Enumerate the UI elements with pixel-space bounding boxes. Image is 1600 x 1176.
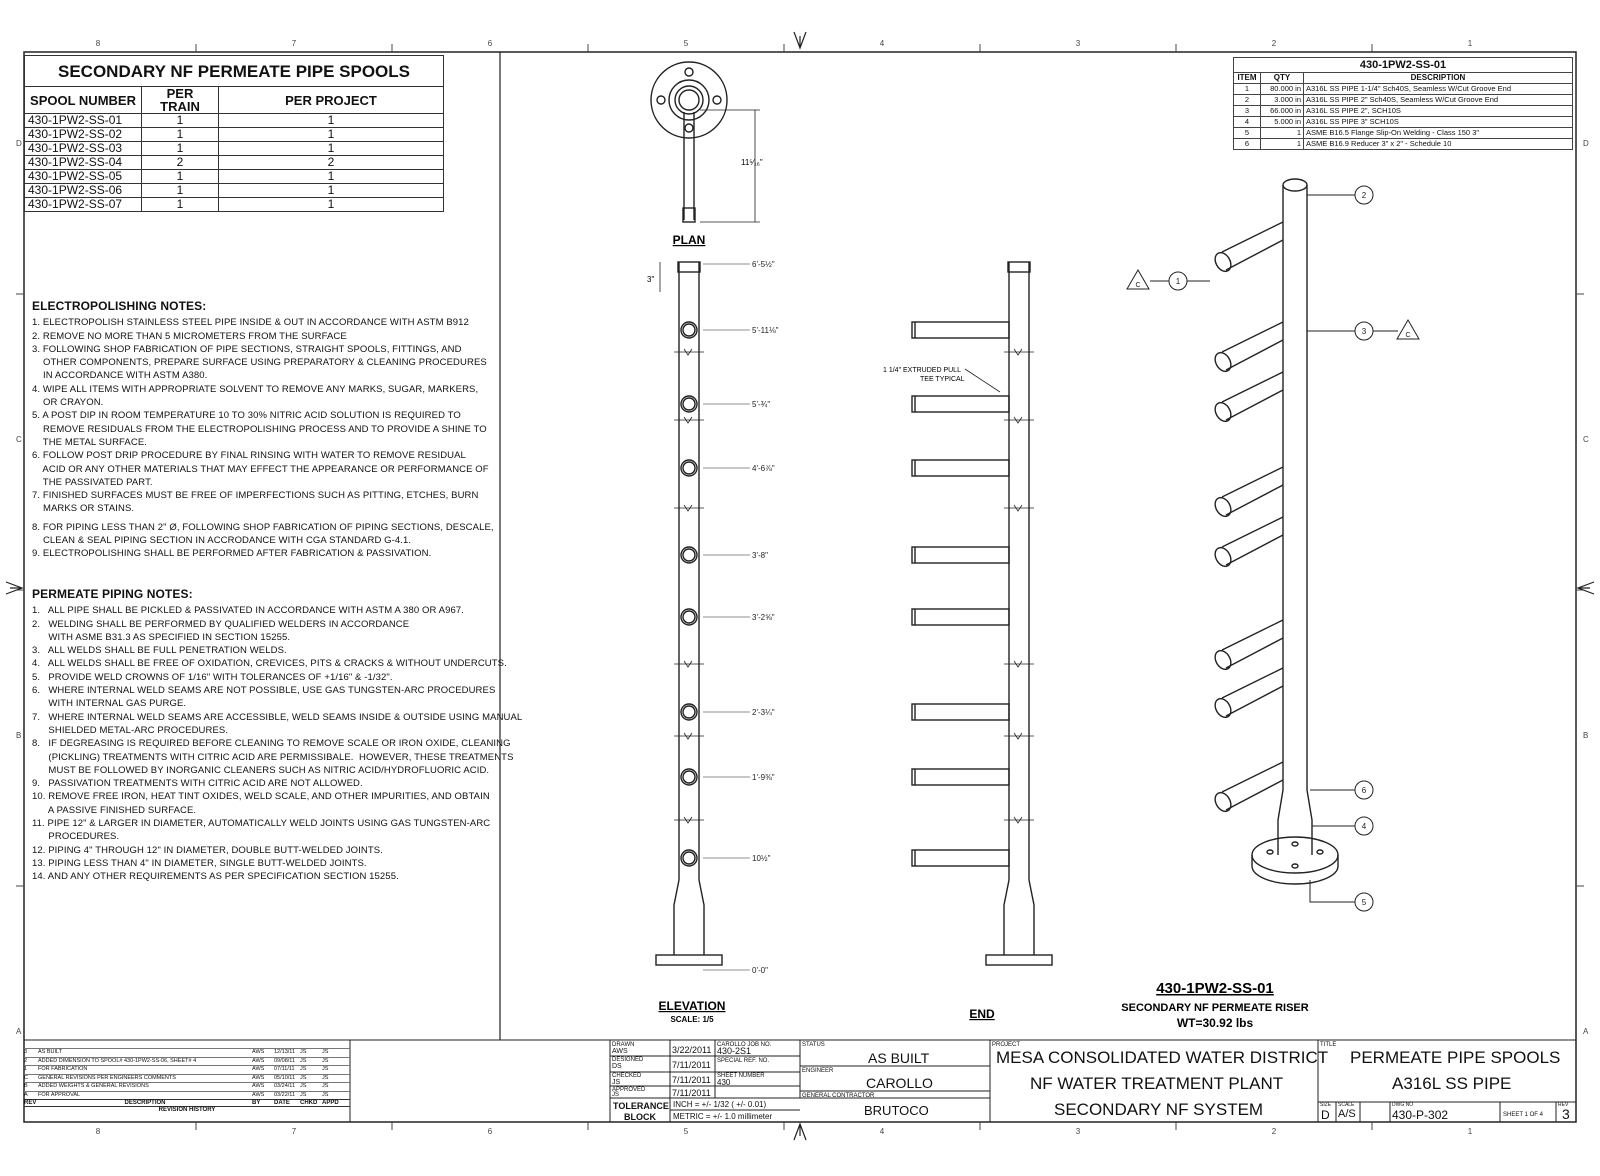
job-number: 430-2S1 [717, 1046, 752, 1056]
size-label: SIZE [1320, 1102, 1332, 1108]
note-line: 2. WELDING SHALL BE PERFORMED BY QUALIFIED WELDERS IN ACCORDANCE [32, 618, 410, 630]
spool-row [25, 128, 444, 142]
note-line: A PASSIVE FINISHED SURFACE. [32, 804, 197, 816]
designed-label: DESIGNED [612, 1057, 644, 1063]
note-line: CLEAN & SEAL PIPING SECTION IN ACCRODANCE WITH CGA STANDARD G-4.1. [32, 535, 412, 547]
revision-row [24, 1057, 350, 1066]
end-branch [912, 704, 1009, 720]
elevation-dim: 5'-¾" [752, 400, 771, 409]
revision-row [24, 1074, 350, 1083]
note-line: 3. ALL WELDS SHALL BE FULL PENETRATION WELDS. [32, 645, 287, 657]
per-project: 1 [219, 184, 444, 198]
rev-chkd: JS [300, 1074, 307, 1081]
engineer-label: ENGINEER [802, 1068, 834, 1074]
spool-table-title: SECONDARY NF PERMEATE PIPE SPOOLS [25, 56, 444, 87]
bom-row [1234, 106, 1573, 117]
border-col-label: 1 [1467, 39, 1473, 48]
bom-col-description: DESCRIPTION [1304, 73, 1573, 84]
revision-row [24, 1082, 350, 1091]
note-line: MARKS OR STAINS. [32, 503, 135, 515]
contractor-label: GENERAL CONTRACTOR [802, 1093, 875, 1099]
note-line: 1. ALL PIPE SHALL BE PICKLED & PASSIVATED IN ACCORDANCE WITH ASTM A 380 OR A967. [32, 605, 464, 617]
note-line: 13. PIPING LESS THAN 4" IN DIAMETER, SINGLE BUTT-WELDED JOINTS. [32, 857, 367, 869]
rev-by: AWS [252, 1057, 265, 1064]
callout-number: 4 [1361, 822, 1367, 831]
bom-item: 4 [1234, 117, 1261, 128]
callout-number: 5 [1361, 898, 1367, 907]
bom-description: A316L SS PIPE 3" SCH10S [1304, 117, 1573, 128]
per-project: 1 [219, 142, 444, 156]
rev-id: A [24, 1091, 28, 1098]
elevation-dim: 2'-3¼" [752, 708, 775, 717]
rev-chkd: JS [300, 1083, 307, 1089]
note-line: (PICKLING) TREATMENTS WITH CITRIC ACID ARE PERMISSIBALE. HOWEVER, THESE TREATMENTS [32, 751, 514, 763]
per-train: 1 [142, 114, 219, 128]
rev-by: AWS [252, 1083, 265, 1089]
elevation-view [656, 262, 750, 970]
plan-label: PLAN [672, 233, 706, 247]
end-branch [912, 609, 1009, 625]
note-leader [965, 369, 1000, 392]
project-line-3: SECONDARY NF SYSTEM [1054, 1100, 1264, 1119]
iso-branch-end [1212, 648, 1234, 672]
branch-hole-inner [683, 852, 695, 864]
plan-dim: 11⁵⁄₁₆" [741, 158, 763, 167]
elevation-dim: 0'-0" [752, 966, 768, 975]
note-line: 14. AND ANY OTHER REQUIREMENTS AS PER SPECIFICATION SECTION 15255. [32, 871, 399, 883]
revision-footer: REVISION HISTORY [24, 1106, 350, 1113]
note-line: 2. REMOVE NO MORE THAN 5 MICROMETERS FROM THE SURFACE [32, 330, 347, 342]
per-train: 1 [142, 170, 219, 184]
note-line: 3. FOLLOWING SHOP FABRICATION OF PIPE SECTIONS, STRAIGHT SPOOLS, FITTINGS, AND [32, 343, 462, 355]
elevation-dim: 4'-6⅞" [752, 464, 775, 473]
iso-branch-end [1212, 545, 1234, 569]
note-line: 8. IF DEGREASING IS REQUIRED BEFORE CLEANING TO REMOVE SCALE OR IRON OXIDE, CLEANING [32, 738, 511, 750]
rev-chkd: JS [300, 1066, 307, 1072]
bom-row [1234, 95, 1573, 106]
callout-number: 2 [1361, 191, 1367, 200]
rev-appd: JS [322, 1057, 329, 1064]
designed-by: DS [612, 1063, 622, 1070]
job-label: CAROLLO JOB NO. [717, 1042, 772, 1048]
rev-value: 3 [1562, 1106, 1570, 1122]
border-col-label: 5 [683, 39, 689, 48]
border-row-label: B [16, 731, 22, 740]
rev-date: 07/11/11 [274, 1066, 295, 1072]
note-line: THE PASSIVATED PART. [32, 476, 153, 488]
center-mark-bottom [794, 1124, 806, 1140]
branch-hole-inner [683, 611, 695, 623]
per-train: 2 [142, 156, 219, 170]
spool-number: 430-1PW2-SS-04 [25, 156, 142, 170]
checked-by: JS [612, 1079, 621, 1086]
status-value: AS BUILT [868, 1050, 930, 1066]
branch-hole-inner [683, 324, 695, 336]
approved-label: APPROVED [612, 1087, 646, 1093]
note-line: 1. ELECTROPOLISH STAINLESS STEEL PIPE INSIDE & OUT IN ACCORDANCE WITH ASTM B912 [32, 317, 469, 329]
elevation-scale: SCALE: 1/5 [670, 1015, 714, 1024]
col-spool-number: SPOOL NUMBER [25, 87, 142, 114]
rev-id: 3 [24, 1049, 28, 1055]
bom-title: 430-1PW2-SS-01 [1234, 58, 1573, 73]
spool-number: 430-1PW2-SS-06 [25, 184, 142, 198]
note-line: THE METAL SURFACE. [32, 436, 147, 448]
iso-branch-end [1212, 250, 1234, 274]
note-line: 5. A POST DIP IN ROOM TEMPERATURE 10 TO 30% NITRIC ACID SOLUTION IS REQUIRED TO [32, 410, 461, 422]
rev-id: C [24, 1074, 28, 1081]
tolerance-label-1: TOLERANCE [613, 1101, 669, 1111]
col-per-train: PER TRAIN [142, 87, 219, 114]
note-line: SHIELDED METAL-ARC PROCEDURES. [32, 724, 229, 736]
drawn-date: 3/22/2011 [672, 1045, 712, 1055]
bom-row [1234, 139, 1573, 150]
sheet-number-label: SHEET NUMBER [717, 1073, 765, 1079]
border-col-label: 8 [95, 1127, 101, 1136]
per-project: 2 [219, 156, 444, 170]
bom-description: A316L SS PIPE 2" Sch40S, Seamless W/Cut Groove End [1304, 95, 1573, 106]
iso-branch-end [1212, 495, 1234, 519]
extruded-note-1: 1 1/4" EXTRUDED PULL [883, 367, 961, 374]
border-col-label: 8 [95, 39, 101, 48]
designed-date: 7/11/2011 [672, 1060, 711, 1070]
sheet-of: SHEET 1 OF 4 [1503, 1112, 1543, 1118]
dwg-label: DWG NO [1392, 1102, 1414, 1108]
note-line: 6. WHERE INTERNAL WELD SEAMS ARE NOT POSSIBLE, USE GAS TUNGSTEN-ARC PROCEDURES [32, 685, 496, 697]
permeate-title: PERMEATE PIPING NOTES: [32, 587, 193, 601]
rev-chkd: JS [300, 1049, 307, 1055]
rev-col-date: DATE [274, 1100, 290, 1106]
spool-row [25, 170, 444, 184]
spool-row [25, 198, 444, 212]
end-branch [912, 850, 1009, 866]
border-col-label: 4 [879, 1127, 885, 1136]
spool-row [25, 156, 444, 170]
revision-row [24, 1065, 350, 1074]
rev-by: AWS [252, 1066, 265, 1072]
rev-description: FOR FABRICATION [38, 1066, 88, 1072]
weld-flag-letter: C [1135, 282, 1141, 289]
rev-id: 2 [24, 1057, 28, 1064]
rev-description: AS BUILT [38, 1049, 63, 1055]
iso-branch-end [1212, 400, 1234, 424]
bom-qty: 1 [1261, 139, 1304, 150]
note-line: 11. PIPE 12" & LARGER IN DIAMETER, AUTOMATICALLY WELD JOINTS USING GAS TUNGSTEN-ARC [32, 818, 491, 830]
spool-row [25, 142, 444, 156]
branch-hole-inner [683, 771, 695, 783]
per-train: 1 [142, 142, 219, 156]
note-line: IN ACCORDANCE WITH ASTM A380. [32, 370, 208, 382]
elevation-dim: 5'-11⅛" [752, 326, 779, 335]
bom-description: A316L SS PIPE 1-1/4" Sch40S, Seamless W/Cut Groove End [1304, 84, 1573, 95]
size-value: D [1321, 1108, 1330, 1122]
project-line-1: MESA CONSOLIDATED WATER DISTRICT [996, 1048, 1329, 1067]
rev-id: B [24, 1083, 28, 1089]
rev-by: AWS [252, 1091, 265, 1098]
project-label: PROJECT [992, 1042, 1021, 1048]
rev-label: REV [1558, 1102, 1569, 1108]
spool-number: 430-1PW2-SS-05 [25, 170, 142, 184]
bom-item: 6 [1234, 139, 1261, 150]
engineer-value: CAROLLO [866, 1075, 933, 1091]
bom-description: ASME B16.9 Reducer 3" x 2" - Schedule 10 [1304, 139, 1573, 150]
elevation-dim: 10½" [752, 854, 771, 863]
weld-flag-letter: C [1405, 332, 1411, 339]
spool-number: 430-1PW2-SS-03 [25, 142, 142, 156]
revision-row [24, 1091, 350, 1100]
border-col-label: 3 [1075, 39, 1081, 48]
rev-chkd: JS [300, 1091, 307, 1098]
note-line: OR CRAYON. [32, 397, 104, 409]
rev-col-desc: DESCRIPTION [124, 1100, 166, 1106]
border-row-label: C [1583, 435, 1589, 444]
rev-appd: JS [322, 1074, 329, 1081]
end-branch [912, 396, 1009, 412]
end-branch [912, 460, 1009, 476]
per-train: 1 [142, 198, 219, 212]
note-line: 6. FOLLOW POST DRIP PROCEDURE BY FINAL RINSING WITH WATER TO REMOVE RESIDUAL [32, 450, 466, 462]
note-line: 5. PROVIDE WELD CROWNS OF 1/16" WITH TOLERANCES OF +1/16" & -1/32". [32, 671, 393, 683]
checked-label: CHECKED [612, 1073, 642, 1079]
border-col-label: 3 [1075, 1127, 1081, 1136]
bom-row [1234, 128, 1573, 139]
sheet-border [24, 52, 1576, 1122]
extruded-note-2: TEE TYPICAL [920, 376, 965, 383]
electropolishing-title: ELECTROPOLISHING NOTES: [32, 299, 207, 313]
border-row-label: D [16, 139, 22, 148]
note-line: REMOVE RESIDUALS FROM THE ELECTROPOLISHING PROCESS AND TO PROVIDE A SHINE TO [32, 423, 487, 435]
rev-appd: JS [322, 1049, 329, 1055]
drawn-by: AWS [612, 1048, 628, 1055]
bom-row [1234, 117, 1573, 128]
tolerance-metric: METRIC = +/- 1.0 millimeter [673, 1112, 773, 1121]
note-line: WITH INTERNAL GAS PURGE. [32, 698, 187, 710]
branch-hole-inner [683, 549, 695, 561]
end-branch [912, 322, 1009, 338]
bom-description: ASME B16.5 Flange Slip-On Welding - Class 150 3" [1304, 128, 1573, 139]
special-ref-label: SPECIAL REF. NO. [717, 1058, 770, 1064]
bom-col-item: ITEM [1234, 73, 1261, 84]
border-row-label: D [1583, 139, 1589, 148]
per-train: 1 [142, 128, 219, 142]
note-line: 7. FINISHED SURFACES MUST BE FREE OF IMPERFECTIONS SUCH AS PITTING, ETCHES, BURN [32, 490, 479, 502]
drawn-label: DRAWN [612, 1042, 635, 1048]
bom-description: A316L SS PIPE 2", SCH10S [1304, 106, 1573, 117]
callout-number: 3 [1361, 327, 1367, 336]
per-project: 1 [219, 198, 444, 212]
scale-value: A/S [1338, 1108, 1356, 1120]
spool-number: 430-1PW2-SS-02 [25, 128, 142, 142]
bom-qty: 66.000 in [1261, 106, 1304, 117]
iso-title: 430-1PW2-SS-01 [1156, 980, 1274, 997]
branch-hole-inner [683, 462, 695, 474]
spool-row [25, 114, 444, 128]
bom-item: 1 [1234, 84, 1261, 95]
rev-by: AWS [252, 1074, 265, 1081]
bom-item: 2 [1234, 95, 1261, 106]
rev-by: AWS [252, 1049, 265, 1055]
border-col-label: 7 [291, 39, 297, 48]
elevation-dim: 6'-5½" [752, 260, 775, 269]
elevation-dim: 1'-9⅜" [752, 773, 775, 782]
title-line-2: A316L SS PIPE [1392, 1074, 1512, 1093]
note-line: ACID OR ANY OTHER MATERIALS THAT MAY EFFECT THE APPEARANCE OR PERFORMANCE OF [32, 463, 489, 475]
contractor-value: BRUTOCO [864, 1103, 929, 1118]
tolerance-inch: INCH = +/- 1/32 ( +/- 0.01) [673, 1100, 767, 1109]
rev-description: ADDED DIMENSION TO SPOOL# 430-1PW2-SS-06, SHEET# 4 [38, 1057, 197, 1064]
rev-description: ADDED WEIGHTS & GENERAL REVISIONS [38, 1083, 149, 1089]
electropolishing-notes [32, 300, 494, 561]
approved-by: JS [612, 1092, 620, 1098]
rev-date: 12/13/11 [274, 1049, 296, 1055]
rev-appd: JS [322, 1066, 329, 1072]
per-project: 1 [219, 128, 444, 142]
border-row-label: B [1583, 731, 1589, 740]
end-branch [912, 547, 1009, 563]
spool-number: 430-1PW2-SS-07 [25, 198, 142, 212]
bom-item: 5 [1234, 128, 1261, 139]
note-line: 8. FOR PIPING LESS THAN 2" Ø, FOLLOWING SHOP FABRICATION OF PIPING SECTIONS, DESCALE, [32, 521, 494, 533]
border-col-label: 2 [1271, 1127, 1277, 1136]
elevation-dim: 3'-2⅝" [752, 613, 775, 622]
rev-col-by: BY [252, 1100, 261, 1106]
note-line: 12. PIPING 4" THROUGH 12" IN DIAMETER, DOUBLE BUTT-WELDED JOINTS. [32, 844, 383, 856]
border-row-label: C [16, 435, 22, 444]
rev-col-chkd: CHKD [300, 1100, 318, 1106]
bom-qty: 3.000 in [1261, 95, 1304, 106]
border-col-label: 2 [1271, 39, 1277, 48]
rev-date: 09/08/11 [274, 1057, 296, 1064]
sheet-number: 430 [717, 1078, 731, 1087]
bom-qty: 5.000 in [1261, 117, 1304, 128]
rev-description: GENERAL REVISIONS PER ENGINEERS COMMENTS [38, 1074, 176, 1081]
rev-date: 03/24/11 [274, 1083, 296, 1089]
spool-number: 430-1PW2-SS-01 [25, 114, 142, 128]
tolerance-label-2: BLOCK [624, 1112, 656, 1122]
border-col-label: 6 [487, 39, 493, 48]
bom-qty: 1 [1261, 128, 1304, 139]
border-col-label: 7 [291, 1127, 297, 1136]
iso-weight: WT=30.92 lbs [1176, 1016, 1254, 1030]
revision-history [24, 1048, 350, 1113]
rev-description: FOR APPROVAL [38, 1091, 81, 1098]
rev-date: 05/10/11 [274, 1074, 296, 1081]
border-col-label: 1 [1467, 1127, 1473, 1136]
col-per-project: PER PROJECT [219, 87, 444, 114]
note-line: 4. WIPE ALL ITEMS WITH APPROPRIATE SOLVENT TO REMOVE ANY MARKS, SUGAR, MARKERS, [32, 383, 479, 395]
per-train: 1 [142, 184, 219, 198]
callout-number: 1 [1175, 277, 1181, 286]
rev-date: 03/22/11 [274, 1091, 296, 1098]
callout-leader [1310, 880, 1355, 902]
iso-subtitle: SECONDARY NF PERMEATE RISER [1121, 1002, 1309, 1014]
bom-col-qty: QTY [1261, 73, 1304, 84]
bom-qty: 80.000 in [1261, 84, 1304, 95]
rev-chkd: JS [300, 1057, 307, 1064]
approved-date: 7/11/2011 [672, 1088, 711, 1098]
bom-item: 3 [1234, 106, 1261, 117]
border-col-label: 4 [879, 39, 885, 48]
status-label: STATUS [802, 1042, 825, 1048]
spool-table [24, 55, 444, 212]
note-line: 9. PASSIVATION TREATMENTS WITH CITRIC ACID ARE NOT ALLOWED. [32, 778, 363, 790]
border-col-label: 5 [683, 1127, 689, 1136]
end-label: END [969, 1007, 995, 1021]
center-mark-left [6, 582, 22, 594]
per-project: 1 [219, 114, 444, 128]
permeate-notes [32, 588, 522, 884]
bom-row [1234, 84, 1573, 95]
title-line-1: PERMEATE PIPE SPOOLS [1350, 1048, 1561, 1067]
center-mark-right [1578, 582, 1594, 594]
rev-appd: JS [322, 1083, 329, 1089]
dwg-number: 430-P-302 [1392, 1108, 1449, 1122]
iso-branch-end [1212, 790, 1234, 814]
revision-row [24, 1048, 350, 1057]
branch-hole-inner [683, 706, 695, 718]
iso-branch-end [1212, 696, 1234, 720]
elevation-label: ELEVATION [658, 999, 726, 1013]
rev-appd: JS [322, 1091, 329, 1098]
center-mark-top [794, 32, 806, 48]
bom-table [1233, 57, 1573, 150]
rev-col-appd: APPD [322, 1100, 339, 1106]
border-row-label: A [1583, 1027, 1589, 1036]
note-line: 4. ALL WELDS SHALL BE FREE OF OXIDATION, CREVICES, PITS & CRACKS & WITHOUT UNDERCUTS. [32, 658, 507, 670]
note-line: 9. ELECTROPOLISHING SHALL BE PERFORMED AFTER FABRICATION & PASSIVATION. [32, 548, 432, 560]
note-line: WITH ASME B31.3 AS SPECIFIED IN SECTION 15255. [32, 631, 291, 643]
checked-date: 7/11/2011 [672, 1075, 711, 1085]
branch-hole-inner [683, 398, 695, 410]
elevation-dim: 3'-8" [752, 551, 768, 560]
title-label: TITLE [1320, 1042, 1337, 1048]
border-row-label: A [16, 1027, 22, 1036]
iso-branch-end [1212, 350, 1234, 374]
note-line: OTHER COMPONENTS, PREPARE SURFACE USING PREPARATORY & CLEANING PROCEDURES [32, 357, 487, 369]
rev-id: 1 [24, 1066, 28, 1072]
callout-number: 6 [1361, 786, 1367, 795]
project-line-2: NF WATER TREATMENT PLANT [1030, 1074, 1284, 1093]
note-line: MUST BE FOLLOWED BY INORGANIC CLEANERS SUCH AS NITRIC ACID/HYDROFLUORIC ACID. [32, 764, 490, 776]
isometric-view [1252, 179, 1338, 884]
top-dim: 3" [647, 275, 655, 284]
per-project: 1 [219, 170, 444, 184]
note-line: PROCEDURES. [32, 831, 120, 843]
rev-col-rev: REV [24, 1100, 37, 1106]
scale-label: SCALE [1338, 1102, 1355, 1108]
plan-view [651, 62, 760, 222]
border-col-label: 6 [487, 1127, 493, 1136]
spool-row [25, 184, 444, 198]
note-line: 7. WHERE INTERNAL WELD SEAMS ARE ACCESSIBLE, WELD SEAMS INSIDE & OUTSIDE USING MANUAL [32, 711, 523, 723]
end-branch [912, 769, 1009, 785]
note-line: 10. REMOVE FREE IRON, HEAT TINT OXIDES, WELD SCALE, AND OTHER IMPURITIES, AND OBTAIN [32, 791, 490, 803]
